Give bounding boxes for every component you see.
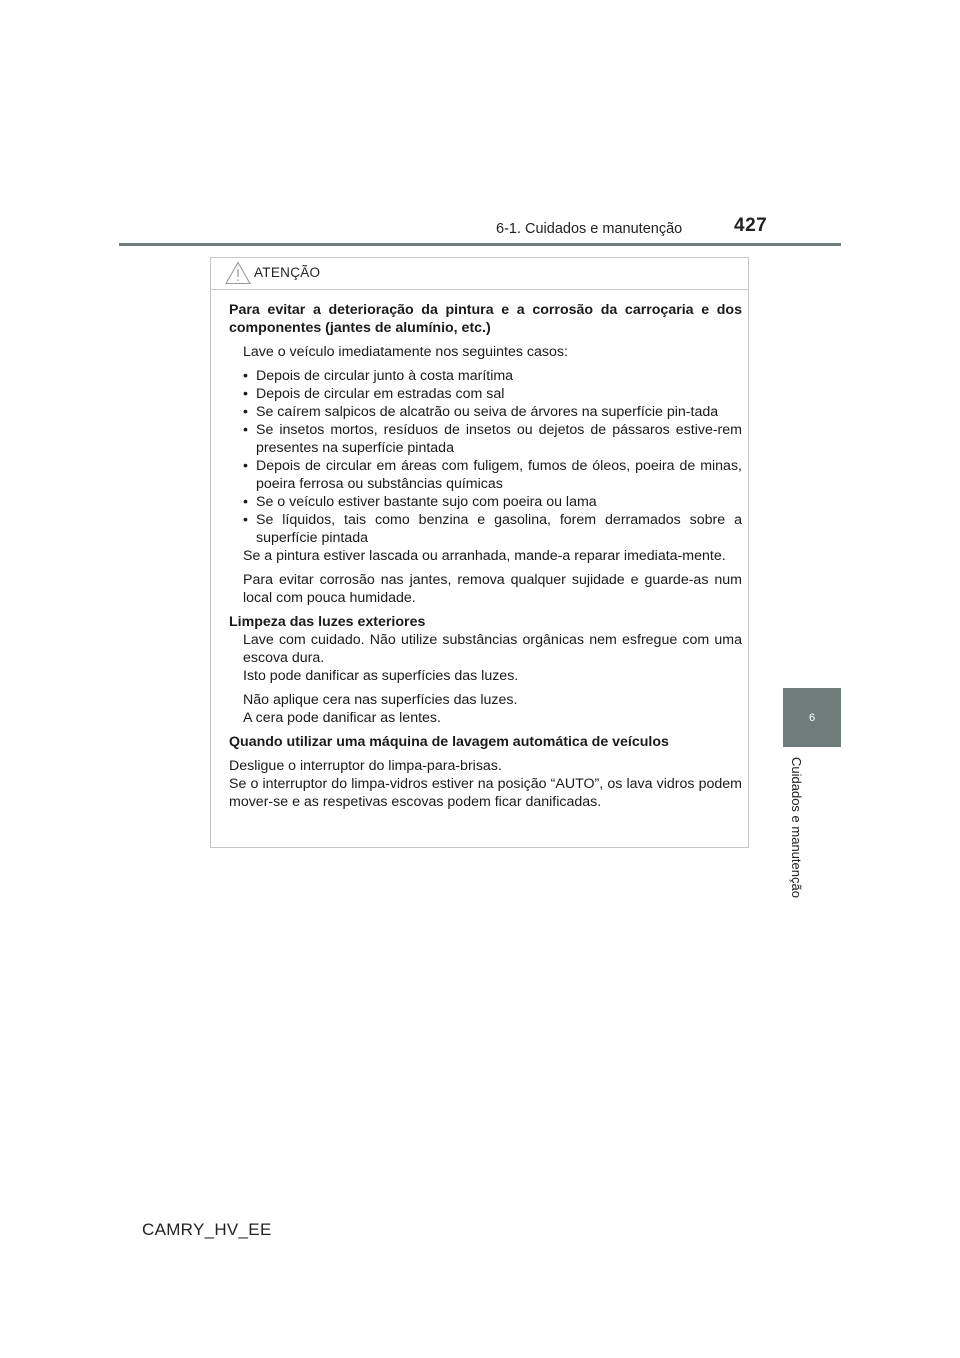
chapter-number: 6 xyxy=(808,712,816,724)
lights-text: A cera pode danificar as lentes. xyxy=(243,710,441,726)
wheels-note: Para evitar corrosão nas jantes, remova qualquer sujidade e guarde-as num local com pouca humidade. xyxy=(243,572,742,606)
list-item: • Se o veículo estiver bastante sujo com poeira ou lama xyxy=(243,493,742,511)
chapter-label: Cuidados e manutenção xyxy=(789,757,804,898)
section-title: 6-1. Cuidados e manutenção xyxy=(496,221,683,237)
lights-text: Lave com cuidado. Não utilize substâncias orgânicas nem esfregue com uma escova dura. xyxy=(243,632,742,666)
warning-header xyxy=(211,258,748,290)
list-item: • Se líquidos, tais como benzina e gasolina, forem derramados sobre a superfície pintada xyxy=(243,511,742,547)
carwash-text: Se o interruptor do limpa-vidros estiver na posição “AUTO”, os lava vidros podem mover-se e as respetivas escovas podem ficar danificadas. xyxy=(229,776,742,810)
chapter-tab xyxy=(783,688,841,747)
paint-cases-list xyxy=(229,367,742,547)
warning-triangle-icon xyxy=(225,261,251,285)
page-number: 427 xyxy=(734,215,768,236)
lights-text: Não aplique cera nas superfícies das luzes. xyxy=(243,692,518,708)
paint-heading: Para evitar a deterioração da pintura e a corrosão da carroçaria e dos componentes (jantes de alumínio, etc.) xyxy=(229,302,742,336)
list-item: • Se caírem salpicos de alcatrão ou seiva de árvores na superfície pin-tada xyxy=(243,403,742,421)
list-item: • Depois de circular em estradas com sal xyxy=(243,385,742,403)
lights-heading: Limpeza das luzes exteriores xyxy=(229,614,426,630)
carwash-heading: Quando utilizar uma máquina de lavagem automática de veículos xyxy=(229,734,669,750)
list-item: • Depois de circular junto à costa marítima xyxy=(243,367,742,385)
paint-intro: Lave o veículo imediatamente nos seguintes casos: xyxy=(243,344,568,360)
list-item: • Depois de circular em áreas com fuligem, fumos de óleos, poeira de minas, poeira ferrosa ou substâncias químicas xyxy=(243,457,742,493)
warning-title: ATENÇÃO xyxy=(254,265,321,280)
document-code: CAMRY_HV_EE xyxy=(142,1220,272,1239)
carwash-text: Desligue o interruptor do limpa-para-brisas. xyxy=(229,758,502,774)
lights-text: Isto pode danificar as superfícies das luzes. xyxy=(243,668,519,684)
warning-box xyxy=(210,257,749,848)
list-item: • Se insetos mortos, resíduos de insetos ou dejetos de pássaros estive-rem presentes na superfície pintada xyxy=(243,421,742,457)
paint-repair-note: Se a pintura estiver lascada ou arranhada, mande-a reparar imediata-mente. xyxy=(243,548,726,564)
warning-body xyxy=(211,290,748,811)
header-divider xyxy=(119,243,841,246)
